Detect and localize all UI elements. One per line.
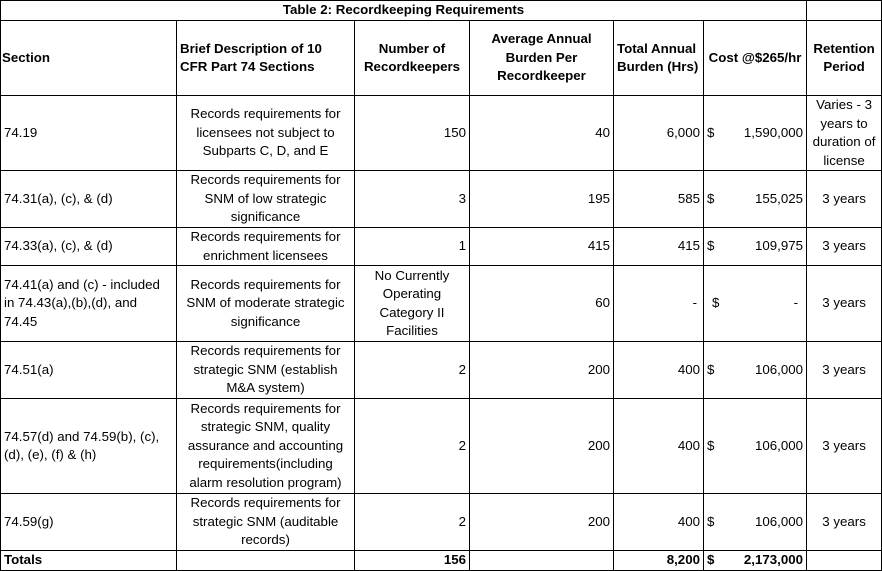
- table-row: [1, 228, 882, 266]
- avg-burden-cell: 415: [470, 228, 614, 266]
- total-burden-cell: 585: [614, 171, 704, 228]
- description-cell: Records requirements for SNM of low strategic significance: [177, 171, 355, 228]
- total-burden-cell: 400: [614, 342, 704, 399]
- table-row: [1, 266, 882, 342]
- table-row: [1, 494, 882, 551]
- totals-cost-value: 2,173,000: [743, 552, 804, 567]
- recordkeepers-cell: 1: [355, 228, 470, 266]
- cost-symbol: $: [707, 238, 715, 254]
- section-cell: 74.33(a), (c), & (d): [1, 228, 177, 266]
- header-section: Section: [1, 21, 177, 96]
- header-cost: Cost @$265/hr: [704, 21, 807, 96]
- header-row: [1, 21, 882, 96]
- cost-value: 155,025: [754, 190, 804, 206]
- recordkeepers-cell: 2: [355, 494, 470, 551]
- total-burden-cell: 400: [614, 399, 704, 494]
- cost-symbol: $: [707, 513, 715, 529]
- recordkeepers-cell: 3: [355, 171, 470, 228]
- retention-cell: 3 years: [807, 171, 882, 228]
- header-total-burden: Total Annual Burden (Hrs): [614, 21, 704, 96]
- section-cell: 74.31(a), (c), & (d): [1, 171, 177, 228]
- totals-total-burden: 8,200: [614, 551, 704, 571]
- cost-symbol: $: [707, 361, 715, 377]
- cost-value: 1,590,000: [743, 124, 804, 140]
- table-row: [1, 342, 882, 399]
- cost-cell: [704, 228, 807, 266]
- retention-cell: 3 years: [807, 494, 882, 551]
- retention-cell: 3 years: [807, 342, 882, 399]
- cost-cell: [704, 266, 807, 342]
- avg-burden-cell: 200: [470, 399, 614, 494]
- recordkeepers-cell: 150: [355, 96, 470, 171]
- cost-value: -: [793, 295, 799, 311]
- cost-symbol: $: [707, 190, 715, 206]
- total-burden-cell: 400: [614, 494, 704, 551]
- retention-cell: 3 years: [807, 266, 882, 342]
- avg-burden-cell: 200: [470, 494, 614, 551]
- retention-cell: 3 years: [807, 228, 882, 266]
- totals-label: Totals: [1, 551, 177, 571]
- avg-burden-cell: 40: [470, 96, 614, 171]
- totals-blank-retention: [807, 551, 882, 571]
- avg-burden-cell: 200: [470, 342, 614, 399]
- section-cell: 74.51(a): [1, 342, 177, 399]
- totals-blank-avg: [470, 551, 614, 571]
- table-title: Table 2: Recordkeeping Requirements: [1, 1, 807, 21]
- totals-cost-cell: [704, 551, 807, 571]
- total-burden-cell: 6,000: [614, 96, 704, 171]
- cost-value: 109,975: [754, 238, 804, 254]
- cost-cell: [704, 342, 807, 399]
- section-cell: 74.59(g): [1, 494, 177, 551]
- recordkeepers-cell: 2: [355, 342, 470, 399]
- cost-value: 106,000: [754, 361, 804, 377]
- avg-burden-cell: 195: [470, 171, 614, 228]
- cost-symbol: $: [707, 437, 715, 453]
- table-row: [1, 171, 882, 228]
- cost-cell: [704, 399, 807, 494]
- section-cell: 74.19: [1, 96, 177, 171]
- total-burden-cell: -: [614, 266, 704, 342]
- cost-cell: [704, 494, 807, 551]
- description-cell: Records requirements for enrichment licensees: [177, 228, 355, 266]
- table-row: [1, 96, 882, 171]
- retention-cell: Varies - 3 years to duration of license: [807, 96, 882, 171]
- cost-cell: [704, 171, 807, 228]
- section-cell: 74.57(d) and 74.59(b), (c), (d), (e), (f) & (h): [1, 399, 177, 494]
- cost-symbol: $: [712, 295, 720, 311]
- totals-row: [1, 551, 882, 571]
- totals-blank-description: [177, 551, 355, 571]
- cost-value: 106,000: [754, 513, 804, 529]
- avg-burden-cell: 60: [470, 266, 614, 342]
- header-description: Brief Description of 10 CFR Part 74 Sections: [177, 21, 355, 96]
- title-blank-cell: [807, 1, 882, 21]
- cost-value: 106,000: [754, 437, 804, 453]
- description-cell: Records requirements for licensees not subject to Subparts C, D, and E: [177, 96, 355, 171]
- description-cell: Records requirements for strategic SNM (auditable records): [177, 494, 355, 551]
- cost-cell: [704, 96, 807, 171]
- cost-symbol: $: [707, 552, 715, 567]
- total-burden-cell: 415: [614, 228, 704, 266]
- header-recordkeepers: Number of Recordkeepers: [355, 21, 470, 96]
- totals-recordkeepers: 156: [355, 551, 470, 571]
- retention-cell: 3 years: [807, 399, 882, 494]
- table-row: [1, 399, 882, 494]
- recordkeepers-cell: 2: [355, 399, 470, 494]
- cost-symbol: $: [707, 124, 715, 140]
- description-cell: Records requirements for strategic SNM (establish M&A system): [177, 342, 355, 399]
- recordkeepers-cell: No Currently Operating Category II Facilities: [355, 266, 470, 342]
- description-cell: Records requirements for strategic SNM, quality assurance and accounting requirements(including alarm resolution program): [177, 399, 355, 494]
- description-cell: Records requirements for SNM of moderate strategic significance: [177, 266, 355, 342]
- title-row: [1, 1, 882, 21]
- header-avg-burden: Average Annual Burden Per Recordkeeper: [470, 21, 614, 96]
- header-retention: Retention Period: [807, 21, 882, 96]
- section-cell: 74.41(a) and (c) - included in 74.43(a),(b),(d), and 74.45: [1, 266, 177, 342]
